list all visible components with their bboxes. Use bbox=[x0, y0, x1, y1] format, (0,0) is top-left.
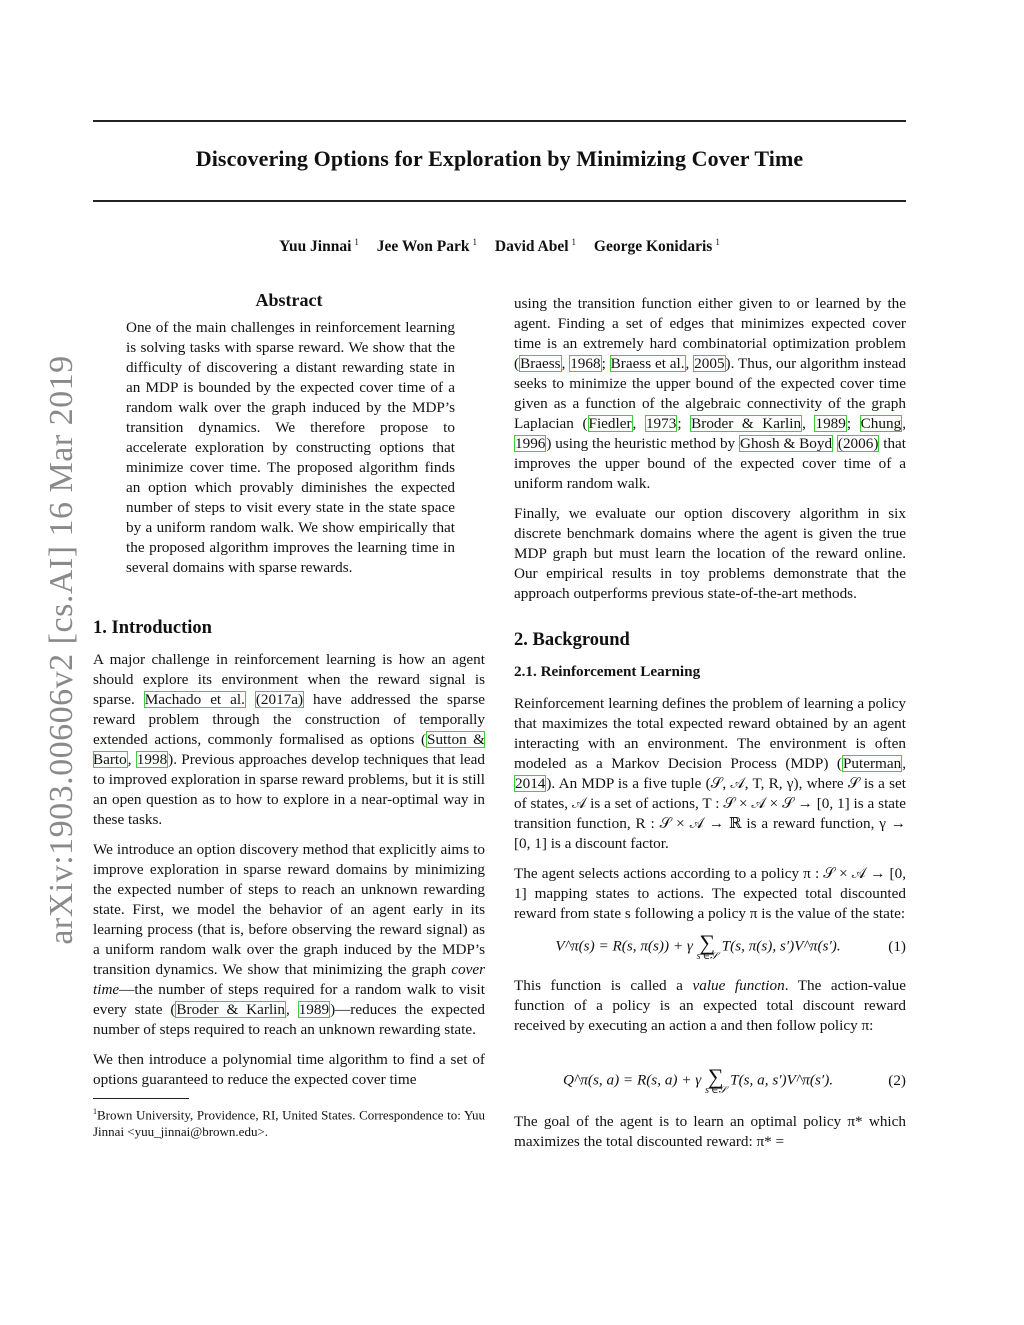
citation-link[interactable]: 1998 bbox=[136, 751, 168, 768]
abstract-text: One of the main challenges in reinforcement learning is solving tasks with sparse reward. We show that the difficulty of discovering a distant rewarding state in an MDP is bounded by the expected cover time of a random walk over the graph induced by the MDP’s transition dynamics. We therefore propose to accelerate exploration by constructing options that minimize cover time. The proposed algorithm finds an option which provably diminishes the expected number of steps to visit every state in the state space by a uniform random walk. We show empirically that the proposed algorithm improves the learning time in several domains with sparse rewards. bbox=[126, 319, 455, 576]
footnote-rule bbox=[93, 1098, 189, 1099]
title-bottom-rule bbox=[93, 200, 906, 202]
author: David Abel $^1$ bbox=[494, 237, 577, 256]
right-paragraph-6: The goal of the agent is to learn an optimal policy π* which maximizes the total discounted reward: π* = bbox=[514, 1113, 906, 1150]
intro-paragraph-3: We then introduce a polynomial time algorithm to find a set of options guaranteed to reduce the expected cover time bbox=[93, 1051, 485, 1088]
citation-link[interactable]: Chung bbox=[860, 415, 902, 432]
arxiv-stamp: arXiv:1903.00606v2 [cs.AI] 16 Mar 2019 bbox=[43, 355, 80, 945]
abstract-heading: Abstract bbox=[255, 290, 323, 310]
author-list bbox=[93, 237, 906, 256]
title-top-rule bbox=[93, 120, 906, 122]
citation-link[interactable]: Braess bbox=[520, 355, 561, 372]
citation-link[interactable]: 2014 bbox=[515, 775, 546, 792]
citation-link[interactable]: Sutton & Barto bbox=[93, 731, 486, 768]
citation-link[interactable]: 1973 bbox=[645, 415, 677, 432]
equation-1: V^π(s) = R(s, π(s)) + γ ∑ s′∈𝒮 T(s, π(s), s′)V^π(s′). (1) bbox=[555, 930, 906, 962]
author: Jee Won Park $^1$ bbox=[376, 237, 478, 256]
left-column bbox=[93, 290, 485, 1140]
citation-link[interactable]: Puterman bbox=[842, 755, 902, 772]
equation-number: (2) bbox=[888, 1072, 906, 1089]
citation-link[interactable]: Ghosh & Boyd bbox=[739, 435, 833, 452]
equation-2: Q^π(s, a) = R(s, a) + γ ∑ s′∈𝒮 T(s, a, s′)V^π(s′). (2) bbox=[562, 1064, 906, 1096]
citation-link[interactable]: Machado et al. bbox=[144, 691, 245, 708]
citation-link[interactable]: Broder & Karlin bbox=[691, 415, 802, 432]
footnote: $^1$Brown University, Providence, RI, United States. Correspondence to: Yuu Jinnai <yuu_jinnai@brown.edu>. bbox=[93, 1107, 485, 1140]
right-paragraph-1: using the transition function either given to or learned by the agent. Finding a set of edges that minimizes expected cover time is an extremely hard combinatorial optimization problem (Braess, 1968; Braess et al., 2005). Thus, our algorithm instead seeks to minimize the upper bound of the expected cover time given as a function of the algebraic connectivity of the graph Laplacian (Fiedler, 1973; Broder & Karlin, 1989; Chung, 1996) using the heuristic method by Ghosh & Boyd (2006) that improves the upper bound of the expected cover time of a uniform random walk. bbox=[514, 295, 907, 492]
intro-paragraph-1: A major challenge in reinforcement learning is how an agent should explore its environment when the reward signal is sparse. Machado et al. (2017a) have addressed the sparse reward problem through the construction of temporally extended actions, commonly formalised as options (Sutton & Barto, 1998). Previous approaches develop techniques that lead to improved exploration in sparse reward problems, but it is still an open question as to how to explore in a near-optimal way in these tasks. bbox=[93, 651, 486, 828]
paper-title: Discovering Options for Exploration by Minimizing Cover Time bbox=[195, 146, 804, 171]
right-paragraph-4: The agent selects actions according to a policy π : 𝒮 × 𝒜 → [0, 1] mapping states to actions. The expected total discounted reward from state s following a policy π is the value of the state: bbox=[514, 865, 906, 922]
citation-link[interactable]: Braess et al. bbox=[610, 355, 685, 372]
right-paragraph-2: Finally, we evaluate our option discovery algorithm in six discrete benchmark domains where the agent is given the true MDP graph but must learn the location of the reward online. Our empirical results in toy problems demonstrate that the approach outperforms previous state-of-the-art methods. bbox=[514, 505, 906, 602]
citation-link[interactable]: 2005 bbox=[694, 355, 725, 372]
equation-number: (1) bbox=[888, 938, 906, 955]
subsection-heading-rl: 2.1. Reinforcement Learning bbox=[514, 663, 701, 680]
citation-link[interactable]: (2017a) bbox=[255, 691, 304, 708]
citation-link[interactable]: (2006) bbox=[837, 435, 879, 452]
right-paragraph-3: Reinforcement learning defines the problem of learning a policy that maximizes the total expected reward obtained by an agent interacting with an environment. The environment is often modeled as a Markov Decision Process (MDP) (Puterman, 2014). An MDP is a five tuple (𝒮, 𝒜, T, R, γ), where 𝒮 is a set of states, 𝒜 is a set of actions, T : 𝒮 × 𝒜 × 𝒮 → [0, 1] is a state transition function, R : 𝒮 × 𝒜 → ℝ is a reward function, γ → [0, 1] is a discount factor. bbox=[514, 695, 906, 852]
right-paragraph-5: This function is called a value function. The action-value function of a policy is an expected total discount reward received by executing an action a and then follow policy π: bbox=[514, 977, 906, 1034]
intro-paragraph-2: We introduce an option discovery method that explicitly aims to improve exploration in sparse reward domains by minimizing the expected number of steps to reach an unknown rewarding state. First, we model the behavior of an agent early in its learning process (that is, before observing the reward signal) as a uniform random walk over the graph induced by the MDP’s transition dynamics. We show that minimizing the graph cover time—the number of steps required for a random walk to visit every state (Broder & Karlin, 1989)—reduces the expected number of steps required to reach an unknown rewarding state. bbox=[93, 841, 485, 1038]
right-column bbox=[514, 294, 906, 1152]
section-heading-introduction: 1. Introduction bbox=[93, 618, 212, 638]
citation-link[interactable]: 1989 bbox=[815, 415, 846, 432]
author: George Konidaris $^1$ bbox=[593, 237, 720, 256]
author: Yuu Jinnai $^1$ bbox=[279, 237, 359, 256]
section-heading-background: 2. Background bbox=[514, 630, 630, 650]
citation-link[interactable]: Broder & Karlin bbox=[176, 1001, 285, 1018]
citation-link[interactable]: Fiedler bbox=[588, 415, 632, 432]
citation-link[interactable]: 1968 bbox=[570, 355, 601, 372]
citation-link[interactable]: 1996 bbox=[515, 435, 546, 452]
citation-link[interactable]: 1989 bbox=[298, 1001, 330, 1018]
